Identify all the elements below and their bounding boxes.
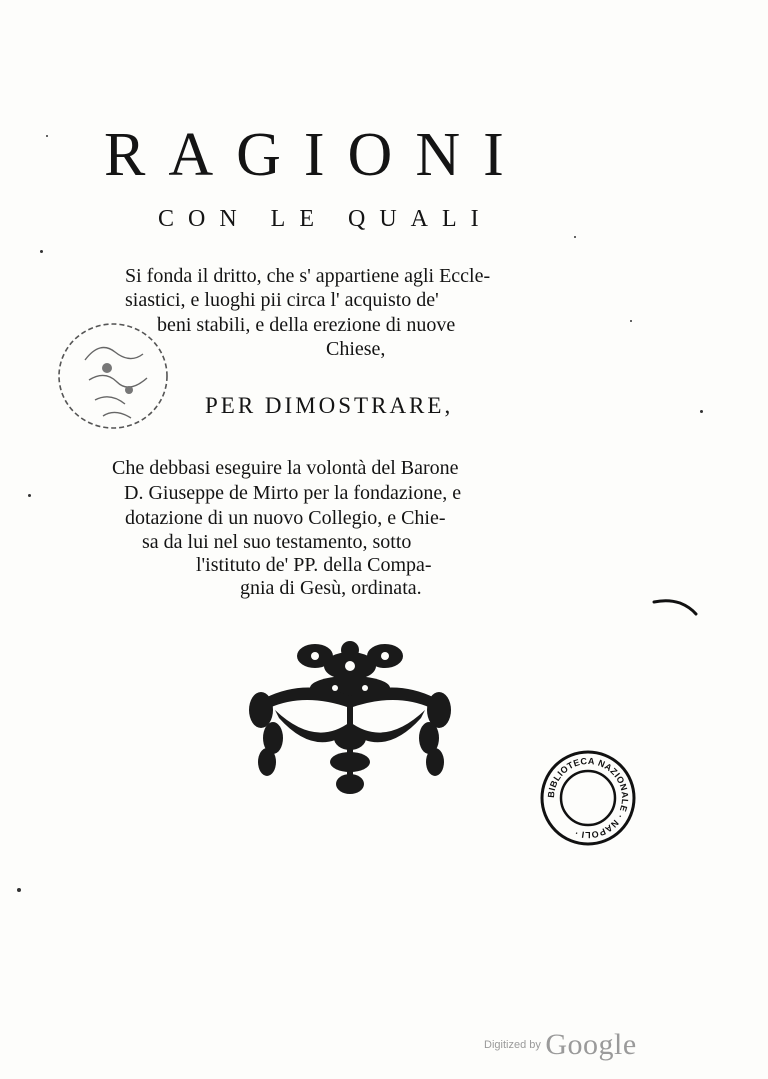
page-title: RAGIONI bbox=[104, 121, 527, 189]
purpose-line: Che debbasi eseguire la volontà del Barone bbox=[112, 457, 459, 479]
speck bbox=[574, 236, 576, 238]
watermark-prefix: Digitized by bbox=[484, 1039, 541, 1051]
purpose-line: l'istituto de' PP. della Compa- bbox=[196, 554, 432, 576]
floral-vignette-icon bbox=[245, 638, 455, 798]
speck bbox=[17, 888, 21, 892]
description-line: Si fonda il dritto, che s' appartiene agli Eccle- bbox=[125, 265, 491, 287]
section-heading: PER DIMOSTRARE, bbox=[205, 393, 454, 418]
purpose-line: sa da lui nel suo testamento, sotto bbox=[142, 531, 412, 553]
description-line: Chiese, bbox=[326, 338, 386, 360]
description-line: siastici, e luoghi pii circa l' acquisto de' bbox=[125, 289, 439, 311]
digitization-watermark bbox=[484, 1028, 637, 1062]
purpose-line: dotazione di un nuovo Collegio, e Chie- bbox=[125, 507, 446, 529]
purpose-line: D. Giuseppe de Mirto per la fondazione, e bbox=[124, 482, 462, 504]
watermark-brand: Google bbox=[545, 1028, 637, 1061]
faded-stamp-icon bbox=[55, 320, 175, 436]
library-stamp-icon bbox=[538, 748, 638, 848]
speck bbox=[40, 250, 43, 253]
speck bbox=[630, 320, 632, 322]
svg-text:BIBLIOTECA NAZIONALE · NAPOLI bbox=[546, 756, 630, 840]
speck bbox=[700, 410, 703, 413]
purpose-line: gnia di Gesù, ordinata. bbox=[240, 577, 422, 599]
speck bbox=[28, 494, 31, 497]
page-subtitle: CON LE QUALI bbox=[158, 206, 493, 232]
stamp-text: BIBLIOTECA NAZIONALE · NAPOLI · bbox=[545, 755, 631, 841]
speck bbox=[46, 135, 48, 137]
description-line: beni stabili, e della erezione di nuove bbox=[157, 314, 456, 336]
ink-mark-icon bbox=[652, 598, 700, 618]
